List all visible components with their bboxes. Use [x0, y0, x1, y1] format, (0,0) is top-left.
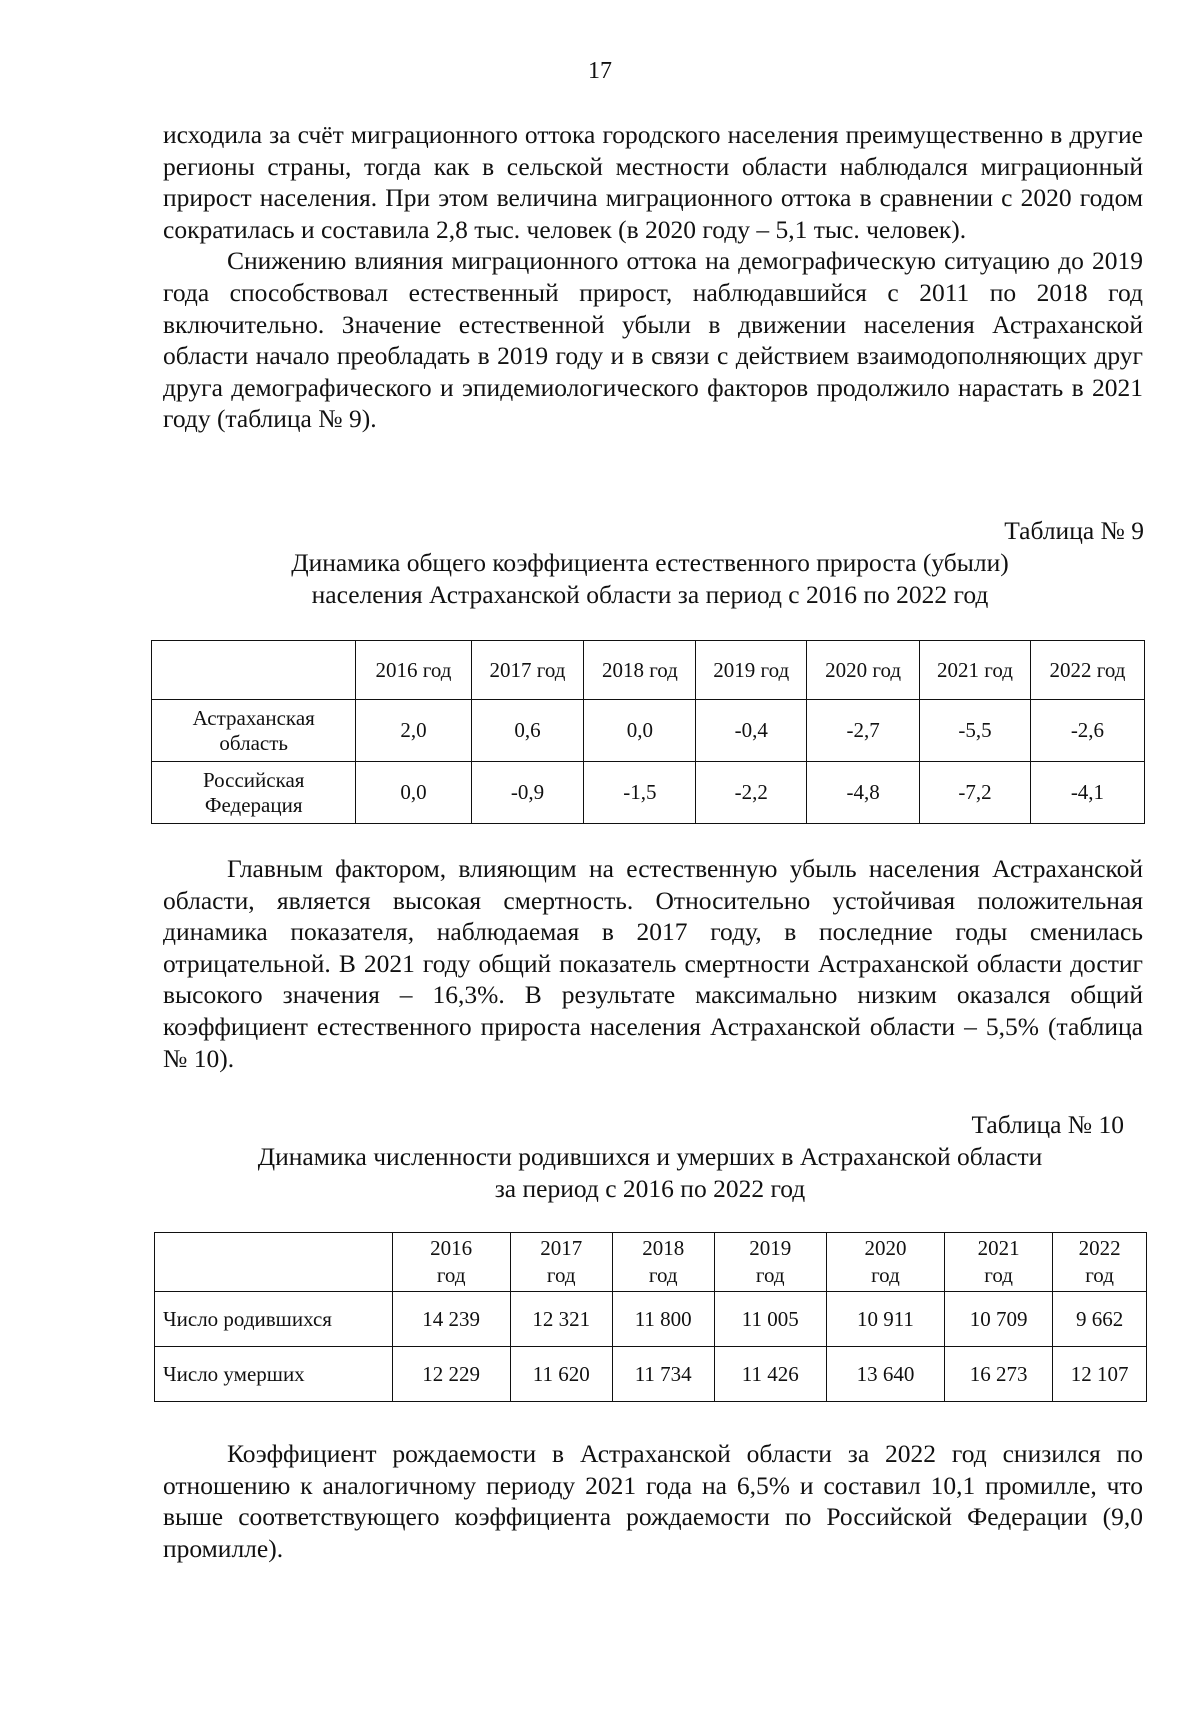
table-cell: 0,6	[471, 700, 584, 762]
header-unit: год	[755, 1263, 785, 1287]
table-row	[155, 1292, 1147, 1347]
table-cell: -4,1	[1030, 762, 1144, 824]
table-cell: 2,0	[356, 700, 471, 762]
table-cell: -5,5	[920, 700, 1031, 762]
table-cell: 14 239	[392, 1292, 510, 1347]
table-10-header-cell	[510, 1233, 612, 1292]
table-cell: -1,5	[584, 762, 696, 824]
table-cell: 11 800	[612, 1292, 714, 1347]
header-unit: год	[1085, 1263, 1114, 1287]
text-block-middle	[163, 853, 1143, 1074]
table-cell: 0,0	[356, 762, 471, 824]
table-cell: -4,8	[807, 762, 920, 824]
header-unit: год	[984, 1263, 1013, 1287]
table-9-caption-line1: Динамика общего коэффициента естественного прироста (убыли)	[291, 548, 1009, 577]
header-unit: год	[546, 1263, 576, 1287]
table-10-header-cell	[826, 1233, 944, 1292]
paragraph-natural-growth: Снижению влияния миграционного оттока на демографическую ситуацию до 2019 года способствовал естественный прирост, наблюдавшийся с 2011 по 2018 год включительно. Значение естественной убыли в движении населения Астраханской области начало преобладать в 2019 году и в связи с действием взаимодополняющих друг друга демографического и эпидемиологического факторов продолжило нарастать в 2021 году (таблица № 9).	[163, 246, 1143, 434]
table-cell: -2,2	[696, 762, 807, 824]
table-9-header-cell: 2017 год	[471, 641, 584, 700]
table-10-caption-line2: за период с 2016 по 2022 год	[494, 1173, 806, 1203]
table-cell: 12 321	[510, 1292, 612, 1347]
text-block-top	[163, 119, 1143, 435]
header-year: 2019	[749, 1236, 792, 1260]
header-unit: год	[648, 1263, 678, 1287]
row-name-line: Федерация	[204, 792, 303, 817]
table-cell: 9 662	[1053, 1292, 1147, 1347]
table-cell: -2,6	[1030, 700, 1144, 762]
table-10-header-cell	[612, 1233, 714, 1292]
table-cell: -0,9	[471, 762, 584, 824]
table-cell: 12 229	[392, 1347, 510, 1402]
header-unit: год	[871, 1263, 900, 1287]
table-9-corner-cell	[152, 641, 356, 700]
table-9-label: Таблица № 9	[1004, 516, 1144, 545]
table-10-caption	[150, 1141, 1150, 1204]
table-cell: 0,0	[584, 700, 696, 762]
table-10-header-cell	[392, 1233, 510, 1292]
table-row	[152, 700, 1145, 762]
table-9-header-cell: 2021 год	[920, 641, 1031, 700]
table-9-caption-line2: населения Астраханской области за период с 2016 по 2022 год	[311, 579, 989, 609]
table-row	[152, 762, 1145, 824]
table-cell: 11 734	[612, 1347, 714, 1402]
table-cell: -2,7	[807, 700, 920, 762]
table-cell: 11 620	[510, 1347, 612, 1402]
table-cell: 12 107	[1053, 1347, 1147, 1402]
table-10-caption-line1: Динамика численности родившихся и умерших в Астраханской области	[257, 1142, 1043, 1171]
table-9-row-name	[152, 700, 356, 762]
table-10-header-cell	[714, 1233, 826, 1292]
table-9-header-row	[152, 641, 1145, 700]
table-cell: -7,2	[920, 762, 1031, 824]
table-cell: -0,4	[696, 700, 807, 762]
table-10-corner-cell	[155, 1233, 393, 1292]
table-10-header-cell	[1053, 1233, 1147, 1292]
table-10-header-row	[155, 1233, 1147, 1292]
row-name-line: Астраханская	[192, 705, 315, 730]
table-cell: 11 005	[714, 1292, 826, 1347]
row-name-line: область	[219, 730, 288, 755]
paragraph-mortality: Главным фактором, влияющим на естественную убыль населения Астраханской области, является высокая смертность. Относительно устойчивая положительная динамика показателя, наблюдаемая в 2017 году, в последние годы сменилась отрицательной. В 2021 году общий показатель смертности Астраханской области достиг высокого значения – 16,3%. В результате максимально низким оказался общий коэффициент естественного прироста населения Астраханской области – 5,5% (таблица № 10).	[163, 854, 1143, 1073]
table-10-header-cell	[945, 1233, 1053, 1292]
header-year: 2017	[540, 1236, 583, 1260]
header-year: 2018	[642, 1236, 685, 1260]
table-cell: 10 709	[945, 1292, 1053, 1347]
table-9-header-cell: 2016 год	[356, 641, 471, 700]
header-year: 2022	[1078, 1236, 1121, 1260]
table-10	[154, 1232, 1147, 1402]
table-9	[151, 640, 1145, 824]
table-9-header-cell: 2018 год	[584, 641, 696, 700]
table-10-row-name: Число умерших	[155, 1347, 393, 1402]
table-cell: 11 426	[714, 1347, 826, 1402]
table-row	[155, 1347, 1147, 1402]
table-cell: 13 640	[826, 1347, 944, 1402]
header-year: 2021	[977, 1236, 1020, 1260]
table-9-header-cell: 2022 год	[1030, 641, 1144, 700]
header-year: 2020	[864, 1236, 907, 1260]
table-cell: 10 911	[826, 1292, 944, 1347]
page-number: 17	[588, 58, 612, 84]
paragraph-continuation: исходила за счёт миграционного оттока городского населения преимущественно в другие регионы страны, тогда как в сельской местности области наблюдался миграционный прирост населения. При этом величина миграционного оттока в сравнении с 2020 годом сократилась и составила 2,8 тыс. человек (в 2020 году – 5,1 тыс. человек).	[163, 120, 1143, 244]
table-10-label: Таблица № 10	[971, 1110, 1124, 1139]
table-9-header-cell: 2020 год	[807, 641, 920, 700]
paragraph-birth-rate: Коэффициент рождаемости в Астраханской области за 2022 год снизился по отношению к аналогичному периоду 2021 года на 6,5% и составил 10,1 промилле, что выше соответствующего коэффициента рождаемости по Российской Федерации (9,0 промилле).	[163, 1439, 1143, 1563]
table-9-header-cell: 2019 год	[696, 641, 807, 700]
header-year: 2016	[430, 1236, 473, 1260]
header-unit: год	[436, 1263, 466, 1287]
table-10-row-name: Число родившихся	[155, 1292, 393, 1347]
table-cell: 16 273	[945, 1347, 1053, 1402]
table-9-caption	[150, 547, 1150, 610]
row-name-line: Российская	[202, 767, 305, 792]
text-block-bottom	[163, 1438, 1143, 1564]
table-9-row-name	[152, 762, 356, 824]
